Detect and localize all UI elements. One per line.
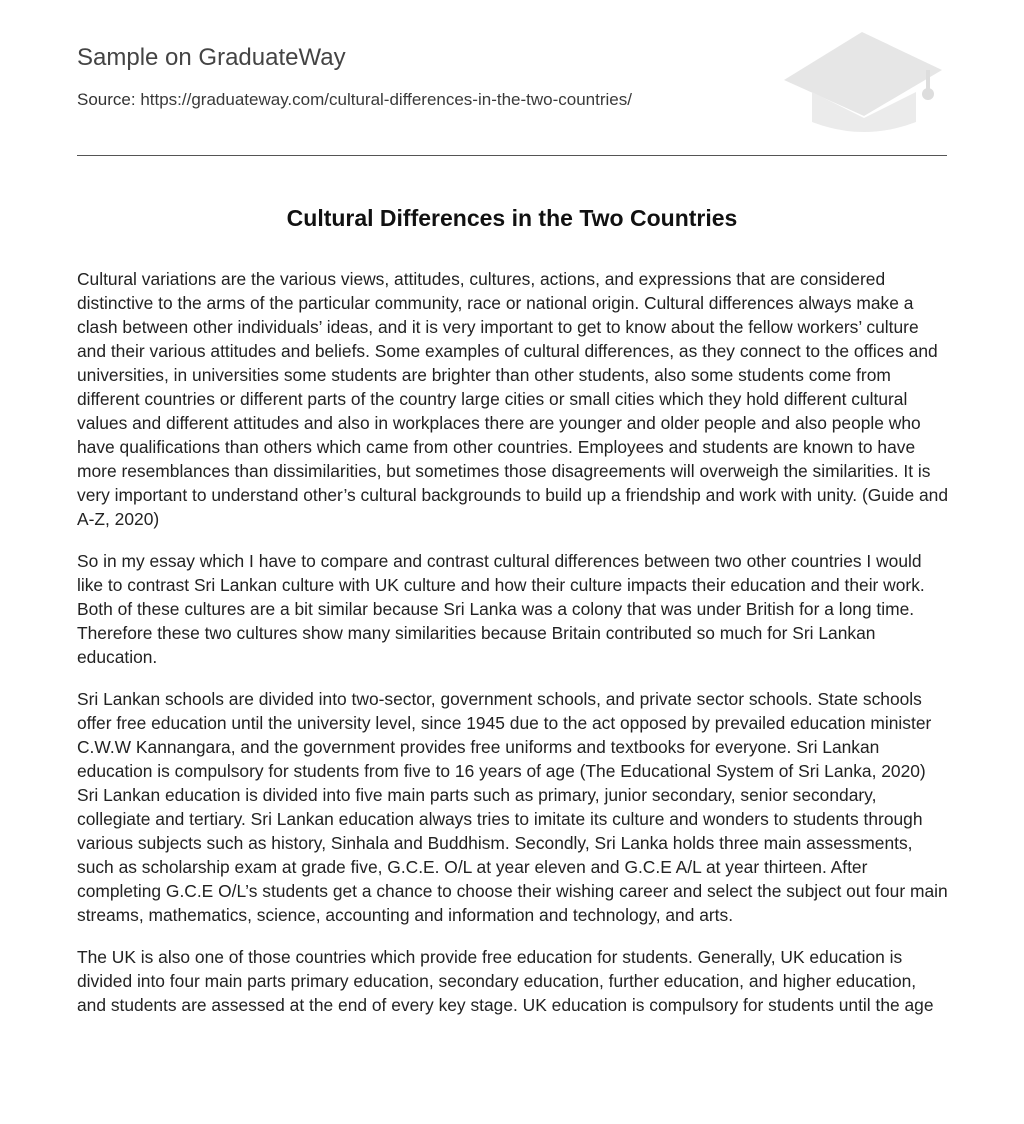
article-paragraph: Cultural variations are the various views, attitudes, cultures, actions, and expressions that are considered distinctive to the arms of the particular community, race or national origin. Cultural differences always make a clash between other individuals’ ideas, and it is very important to get to know about the fellow workers’ culture and their various attitudes and beliefs. Some examples of cultural differences, as they connect to the offices and universities, in universities some students are brighter than other students, also some students come from different countries or different parts of the country large cities or small cities which they hold different cultural values and different attitudes and also in workplaces there are younger and older people and also people who have qualifications than others which came from other countries. Employees and students are known to have more resemblances than dissimilarities, but sometimes those disagreements will overweigh the similarities. It is very important to understand other’s cultural backgrounds to build up a friendship and work with unity. (Guide and A-Z, 2020) <box>77 269 948 529</box>
source-label: Source: <box>77 90 136 109</box>
article-title: Cultural Differences in the Two Countries <box>286 205 738 231</box>
header-divider <box>77 155 947 156</box>
source-link[interactable]: https://graduateway.com/cultural-differences-in-the-two-countries/ <box>140 90 632 109</box>
site-title: Sample on GraduateWay <box>77 44 346 71</box>
article-body <box>77 267 949 1035</box>
source-line <box>77 90 632 110</box>
graduation-cap-icon <box>780 30 946 134</box>
article-paragraph: The UK is also one of those countries which provide free education for students. Generally, UK education is divided into four main parts primary education, secondary education, further education, and higher education, and students are assessed at the end of every key stage. UK education is compulsory for students until the age <box>77 947 934 1015</box>
article-paragraph: So in my essay which I have to compare and contrast cultural differences between two other countries I would like to contrast Sri Lankan culture with UK culture and how their culture impacts their education and their work. Both of these cultures are a bit similar because Sri Lanka was a colony that was under British for a long time. Therefore these two cultures show many similarities because Britain contributed so much for Sri Lankan education. <box>77 551 925 667</box>
article-paragraph: Sri Lankan schools are divided into two-sector, government schools, and private sector schools. State schools offer free education until the university level, since 1945 due to the act opposed by prevailed education minister C.W.W Kannangara, and the government provides free uniforms and textbooks for everyone. Sri Lankan education is compulsory for students from five to 16 years of age (The Educational System of Sri Lanka, 2020) Sri Lankan education is divided into five main parts such as primary, junior secondary, senior secondary, collegiate and tertiary. Sri Lankan education always tries to imitate its culture and wonders to students through various subjects such as history, Sinhala and Buddhism. Secondly, Sri Lanka holds three main assessments, such as scholarship exam at grade five, G.C.E. O/L at year eleven and G.C.E A/L at year thirteen. After completing G.C.E O/L’s students get a chance to choose their wishing career and select the subject out four main streams, mathematics, science, accounting and information and technology, and arts. <box>77 689 948 925</box>
page-header <box>77 0 947 156</box>
